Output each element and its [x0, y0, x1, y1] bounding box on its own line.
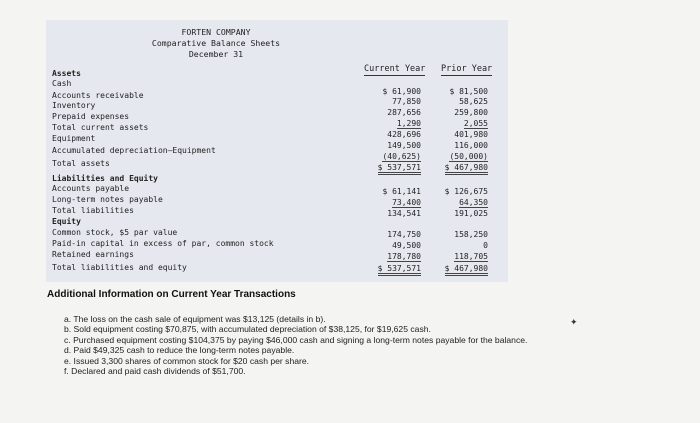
additional-info-item-d: d. Paid $49,325 cash to reduce the long-term notes payable.: [64, 345, 295, 356]
value-current-total-current-assets: 428,696: [387, 130, 421, 139]
value-current-paid-in: 49,500: [392, 241, 421, 250]
value-prior-total-assets: $ 467,980: [445, 163, 488, 175]
label-paid-in-capital: Paid-in capital in excess of par, common stock: [52, 239, 274, 248]
value-current-accum-dep: (40,625): [382, 152, 421, 161]
balance-sheet-image: [46, 20, 508, 282]
value-prior-inventory: 259,800: [454, 108, 488, 117]
mouse-cursor-icon: ✦: [570, 317, 578, 327]
value-current-prepaid: 1,290: [396, 119, 421, 128]
column-header-prior: Prior Year: [441, 64, 493, 74]
label-liabilities-and-equity: Liabilities and Equity: [52, 174, 158, 183]
label-total-liabilities-and-equity: Total liabilities and equity: [52, 263, 187, 272]
value-prior-total-current-assets: 401,980: [454, 130, 488, 139]
label-inventory: Inventory: [52, 101, 96, 110]
additional-info-item-b: b. Sold equipment costing $70,875, with accumulated depreciation of $38,125, for $19,625 cash.: [64, 324, 431, 335]
column-header-current: Current Year: [364, 64, 426, 74]
value-prior-cash: $ 81,500: [449, 87, 488, 96]
additional-info-item-c: c. Purchased equipment costing $104,375 by paying $46,000 cash and signing a long-term notes payable for the balance.: [64, 334, 528, 345]
value-current-inventory: 287,656: [387, 108, 421, 117]
label-common-stock: Common stock, $5 par value: [52, 228, 178, 237]
label-equipment: Equipment: [52, 134, 96, 143]
label-cash: Cash: [52, 79, 72, 88]
value-prior-retained: 118,705: [454, 252, 488, 261]
value-current-cash: $ 61,900: [382, 87, 421, 96]
statement-date: December 31: [188, 49, 244, 59]
additional-info-title: Additional Information on Current Year Transactions: [47, 289, 296, 300]
additional-info-item-e: e. Issued 3,300 shares of common stock for $20 cash per share.: [64, 355, 310, 366]
value-current-total-liabilities: 134,541: [387, 209, 421, 218]
label-retained-earnings: Retained earnings: [52, 250, 134, 259]
label-total-current-assets: Total current assets: [52, 123, 149, 132]
value-current-total-assets: $ 537,571: [378, 163, 421, 175]
value-prior-total-le: $ 467,980: [445, 264, 488, 276]
value-current-retained: 178,780: [387, 252, 421, 261]
value-prior-prepaid: 2,055: [463, 119, 488, 128]
label-prepaid-expenses: Prepaid expenses: [52, 112, 130, 121]
value-prior-accum-dep: (50,000): [449, 152, 488, 161]
label-total-assets: Total assets: [52, 159, 110, 168]
value-prior-equipment: 116,000: [454, 141, 488, 150]
label-equity: Equity: [52, 217, 81, 226]
statement-title: Comparative Balance Sheets: [151, 38, 281, 48]
value-current-lt-notes: 73,400: [392, 198, 421, 207]
label-long-term-notes: Long-term notes payable: [52, 195, 163, 204]
label-accounts-payable: Accounts payable: [52, 184, 130, 193]
value-current-equipment: 149,500: [387, 141, 421, 150]
label-accumulated-depreciation: Accumulated depreciation—Equipment: [52, 146, 216, 155]
label-total-liabilities: Total liabilities: [52, 206, 134, 215]
additional-info-list: [64, 314, 624, 376]
value-current-common-stock: 174,750: [387, 230, 421, 239]
value-prior-ap: $ 126,675: [444, 187, 488, 196]
value-prior-ar: 58,625: [459, 97, 488, 106]
company-name: FORTEN COMPANY: [181, 27, 251, 37]
label-accounts-receivable: Accounts receivable: [52, 91, 144, 100]
value-prior-total-liabilities: 191,025: [454, 209, 488, 218]
additional-info-item-f: f. Declared and paid cash dividends of $51,700.: [64, 366, 246, 377]
value-prior-paid-in: 0: [483, 241, 488, 250]
value-prior-common-stock: 158,250: [454, 230, 488, 239]
value-prior-lt-notes: 64,350: [459, 198, 488, 207]
additional-info-item-a: a. The loss on the cash sale of equipment was $13,125 (details in b).: [64, 314, 326, 324]
value-current-ar: 77,850: [392, 97, 421, 106]
value-current-total-le: $ 537,571: [378, 264, 421, 276]
label-assets: Assets: [52, 69, 81, 78]
value-current-ap: $ 61,141: [382, 187, 421, 196]
